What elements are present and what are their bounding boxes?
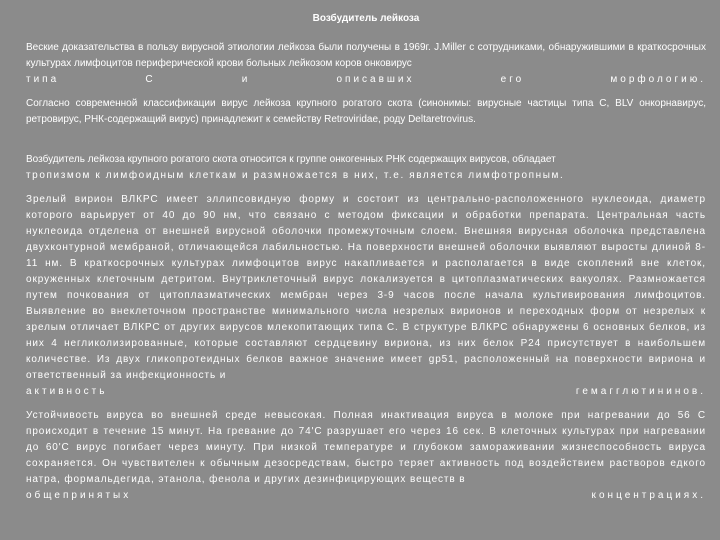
paragraph-virion-structure xyxy=(26,192,706,400)
paragraph-oncogenic xyxy=(26,152,706,184)
paragraph-tail: тропизмом к лимфоидным клеткам и размножается в них, т.е. является лимфотропным. xyxy=(26,170,565,181)
paragraph-text: Веские доказательства в пользу вирусной этиологии лейкоза были получены в 1969г. J.Miller с сотрудниками, обнаружившими в краткосрочных культурах лимфоцитов периферической крови больных лейкозом коров онковирус xyxy=(26,42,706,69)
paragraph-tail: типа С и описавших его морфологию. xyxy=(26,74,706,85)
paragraph-tail: активность гемагглютининов. xyxy=(26,386,706,397)
paragraph-text: Возбудитель лейкоза крупного рогатого скота относится к группе онкогенных РНК содержащих вирусов, обладает xyxy=(26,154,556,165)
paragraph-resistance xyxy=(26,408,706,504)
paragraph-history xyxy=(26,40,706,88)
page-title: Возбудитель лейкоза xyxy=(312,13,420,24)
paragraph-text: Устойчивость вируса во внешней среде невысокая. Полная инактивация вируса в молоке при нагревании до 56 С происходит в течение 15 минут. На гревание до 74'С разрушает его через 16 сек. В клеточных культурах при нагревании до 60'С вирус погибает через минуту. При низкой температуре и глубоком замораживании жизнеспособность вируса сохраняется. Он чувствителен к обычным дезосредствам, быстро теряет активность под воздействием растворов едкого натра, формальдегида, этанола, фенола и других дезинфицирующих веществ в xyxy=(26,410,706,485)
paragraph-text: Согласно современной классификации вирус лейкоза крупного рогатого скота (синонимы: вирусные частицы типа С, BLV онкорнавирус, ретровирус, РНК-содержащий вирус) принадлежит к семейству Retroviridae, роду Deltaretrovirus. xyxy=(26,98,706,125)
paragraph-text: Зрелый вирион ВЛКРС имеет эллипсовидную форму и состоит из центрально-расположенного нуклеоида, диаметр которого варьирует от 40 до 90 нм, что связано с методом фиксации и обработки препарата. Центральная часть нуклеоида отделена от внешней вирусной оболочки промежуточным слоем. Внешняя вирусная оболочка представлена двухконтурной мембраной, отличающейся лабильностью. На поверхности внешней оболочки выявляют выросты длиной 8-11 нм. В краткосрочных культурах лимфоцитов вирус накапливается и располагается в виде скоплений вне клеток, окруженных клеточным детритом. Внутриклеточный вирус локализуется в цитоплазматических вакуолях. Размножается путем почкования от цитоплазматических мембран через 3-9 часов после начала культивирования лимфоцитов. Выявление во внеклеточном пространстве минимального числа незрелых вирионов и переходных форм от незрелых к зрелым отличает ВЛКРС от других вирусов млекопитающих типа С. В структуре ВЛКРС обнаружены 6 основных белков, из них 4 негликолизированные, которые составляют сердцевину вириона, из них белок Р24 присутствует в наибольшем количестве. Из двух гликопротеидных белков важное значение имеет gp51, расположенный на поверхности вириона и ответственный за инфекционность и xyxy=(26,194,706,381)
paragraph-classification xyxy=(26,96,706,128)
paragraph-tail: общепринятых концентрациях. xyxy=(26,490,706,501)
